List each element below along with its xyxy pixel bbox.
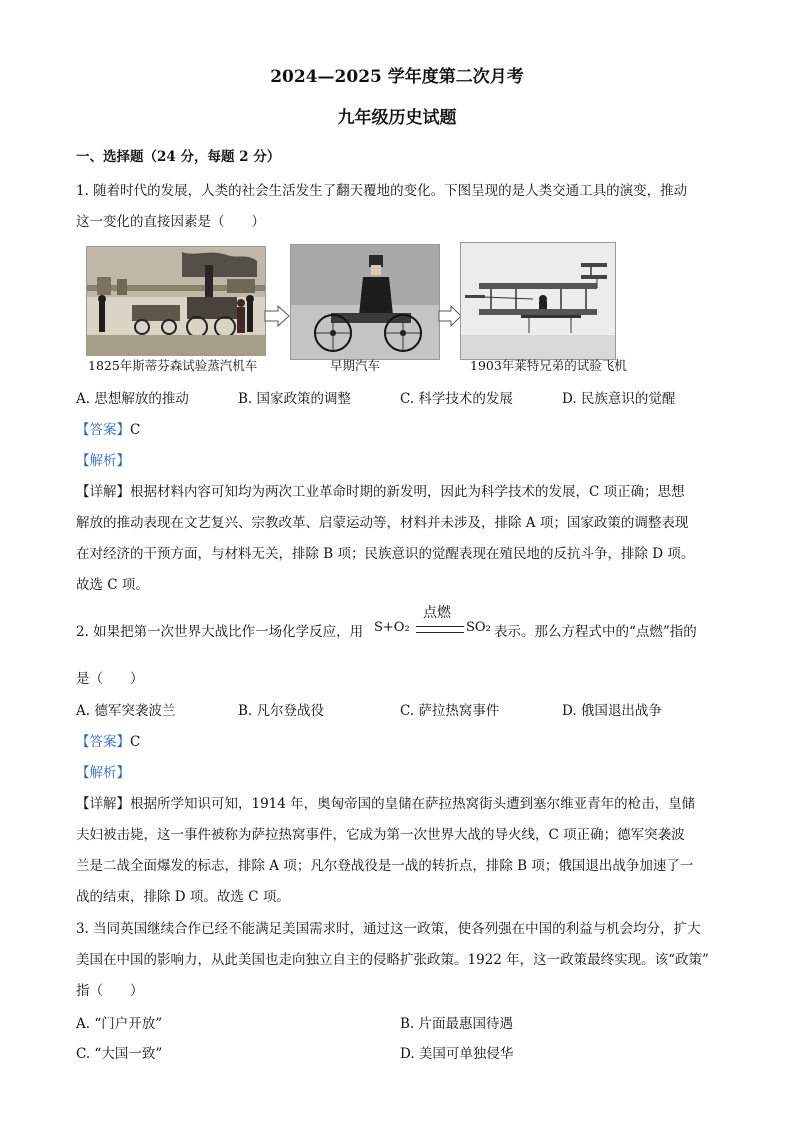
detail-tag: 【详解】 — [76, 484, 130, 500]
answer-tag: 【答案】 — [76, 734, 130, 750]
option-a: A. 德军突袭波兰 — [76, 703, 176, 719]
detail-line: 在对经济的干预方面，与材料无关，排除 B 项；民族意识的觉醒表现在殖民地的反抗斗争，排除 D 项。 — [76, 546, 695, 562]
detail-text: 根据材料内容可知均为两次工业革命时期的新发明，因此为科学技术的发展，C 项正确；思想 — [130, 484, 685, 500]
analysis-tag: 【解析】 — [76, 765, 130, 781]
answer-value: C — [130, 422, 141, 438]
steam-locomotive-image — [86, 246, 266, 356]
image-caption: 1903年莱特兄弟的试验飞机 — [470, 358, 627, 373]
q3-stem-line1: 3. 当同英国继续合作已经不能满足美国需求时，通过这一政策，使各列强在中国的利益与机会均分，扩大 — [76, 921, 701, 937]
option-b: B. 片面最惠国待遇 — [400, 1016, 514, 1032]
option-c: C. 萨拉热窝事件 — [400, 703, 500, 719]
exam-title: 2024—2025 学年度第二次月考 — [270, 67, 524, 87]
option-d: D. 俄国退出战争 — [562, 703, 662, 719]
airplane-image — [460, 242, 616, 360]
detail-line — [76, 792, 695, 812]
arrow-right-icon — [438, 305, 462, 331]
equation-condition: 点燃 — [423, 605, 451, 621]
option-a: A. 思想解放的推动 — [76, 391, 189, 407]
answer-tag: 【答案】 — [76, 422, 130, 438]
option-a: A. “门户开放” — [76, 1016, 163, 1032]
analysis-tag: 【解析】 — [76, 453, 130, 469]
q2-stem-pre: 2. 如果把第一次世界大战比作一场化学反应，用 — [76, 624, 364, 640]
equation-left: S+O₂ — [374, 620, 410, 635]
airplane-icon — [461, 243, 615, 359]
detail-text: 根据所学知识可知，1914 年，奥匈帝国的皇储在萨拉热窝街头遭到塞尔维亚青年的枪击，皇储 — [130, 796, 696, 812]
option-c: C. 科学技术的发展 — [400, 391, 513, 407]
answer-line — [76, 730, 140, 750]
q2-stem-post: 表示。那么方程式中的“点燃”指的 — [494, 624, 697, 640]
detail-line — [76, 480, 685, 500]
q3-stem-line2: 美国在中国的影响力，从此美国也走向独立自主的侵略扩张政策。1922 年，这一政策最终实现。该“政策” — [76, 952, 709, 968]
steam-locomotive-icon — [87, 247, 265, 355]
option-d: D. 美国可单独侵华 — [400, 1046, 514, 1062]
q1-stem-line2: 这一变化的直接因素是（ ） — [76, 214, 265, 230]
q1-stem-line1: 1. 随着时代的发展，人类的社会生活发生了翻天覆地的变化。下图呈现的是人类交通工具的演变，推动 — [76, 183, 688, 199]
answer-value: C — [130, 734, 141, 750]
equation-right: SO₂ — [466, 620, 491, 635]
option-c: C. “大国一致” — [76, 1046, 163, 1062]
equation-equals-sign — [416, 626, 464, 633]
q2-stem-line2: 是（ ） — [76, 671, 144, 687]
exam-subtitle: 九年级历史试题 — [337, 108, 457, 128]
option-d: D. 民族意识的觉醒 — [562, 391, 676, 407]
early-car-image — [290, 244, 440, 360]
option-b: B. 凡尔登战役 — [238, 703, 325, 719]
option-b: B. 国家政策的调整 — [238, 391, 352, 407]
detail-line: 故选 C 项。 — [76, 577, 149, 593]
early-car-icon — [291, 245, 439, 359]
arrow-right-icon — [264, 305, 290, 331]
image-caption: 早期汽车 — [330, 358, 381, 373]
detail-line: 夫妇被击毙，这一事件被称为萨拉热窝事件，它成为第一次世界大战的导火线，C 项正确；德军突袭波 — [76, 827, 685, 843]
detail-line: 解放的推动表现在文艺复兴、宗教改革、启蒙运动等，材料并未涉及，排除 A 项；国家政策的调整表现 — [76, 515, 689, 531]
image-caption: 1825年斯蒂芬森试验蒸汽机车 — [88, 358, 258, 373]
answer-line — [76, 418, 140, 438]
section-title: 一、选择题（24 分，每题 2 分） — [76, 149, 281, 165]
q3-stem-line3: 指（ ） — [76, 983, 144, 999]
detail-line: 兰是二战全面爆发的标志，排除 A 项；凡尔登战役是一战的转折点，排除 B 项；俄国退出战争加速了一 — [76, 858, 694, 874]
detail-tag: 【详解】 — [76, 796, 130, 812]
detail-line: 战的结束，排除 D 项。故选 C 项。 — [76, 889, 290, 905]
